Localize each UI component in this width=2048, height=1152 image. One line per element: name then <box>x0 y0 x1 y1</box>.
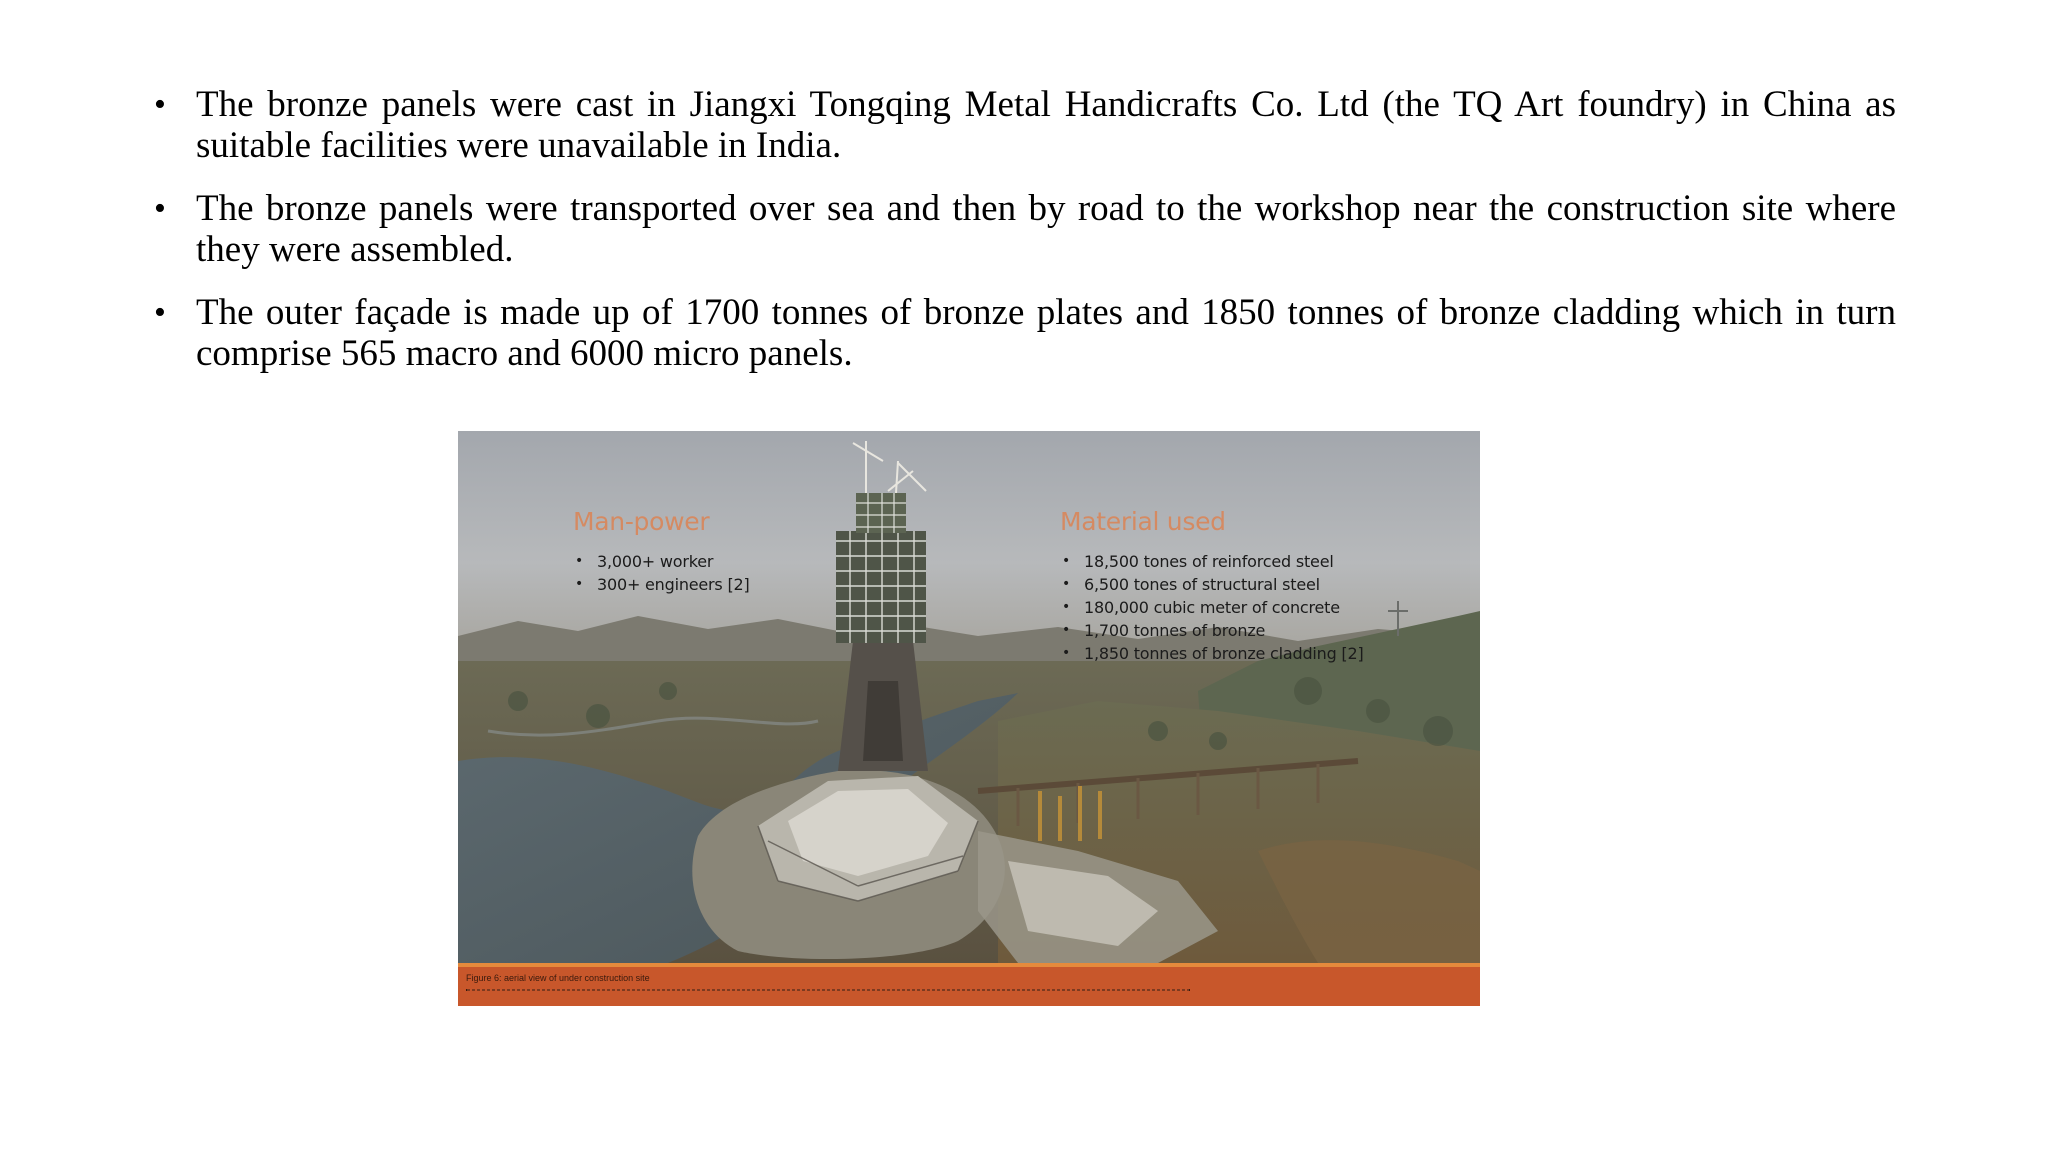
material-title: Material used <box>1060 507 1226 536</box>
bullet-text: The bronze panels were cast in Jiangxi Tongqing Metal Handicrafts Co. Ltd (the TQ Art foundry) in China as suitable facilities were unavailable in India. <box>196 84 1896 166</box>
bullet-dot: • <box>154 294 166 331</box>
manpower-list <box>573 550 750 596</box>
list-item: • 1,850 tonnes of bronze cladding [2] <box>1060 642 1364 665</box>
manpower-panel <box>573 507 750 596</box>
bullet-text: The outer façade is made up of 1700 tonnes of bronze plates and 1850 tonnes of bronze cladding which in turn comprise 565 macro and 6000 micro panels. <box>196 292 1896 374</box>
bullet-item <box>150 188 1896 270</box>
list-item: • 3,000+ worker <box>573 550 750 573</box>
bullet-dot: • <box>154 190 166 227</box>
list-item: • 18,500 tones of reinforced steel <box>1060 550 1364 573</box>
bullet-text: The bronze panels were transported over sea and then by road to the workshop near the construction site where they were assembled. <box>196 188 1896 270</box>
list-item: • 6,500 tones of structural steel <box>1060 573 1364 596</box>
material-panel <box>1060 507 1364 665</box>
caption-link[interactable] <box>466 989 1190 991</box>
bullet-dot: • <box>154 86 166 123</box>
bullet-list <box>150 84 1896 396</box>
figure-caption: Figure 6: aerial view of under construction site <box>466 973 650 983</box>
list-item: • 300+ engineers [2] <box>573 573 750 596</box>
manpower-title: Man-power <box>573 507 710 536</box>
construction-site-figure <box>458 431 1480 1006</box>
figure-caption-bar <box>458 963 1480 1006</box>
bullet-item <box>150 84 1896 166</box>
list-item: • 180,000 cubic meter of concrete <box>1060 596 1364 619</box>
material-list <box>1060 550 1364 665</box>
list-item: • 1,700 tonnes of bronze <box>1060 619 1364 642</box>
bullet-item <box>150 292 1896 374</box>
